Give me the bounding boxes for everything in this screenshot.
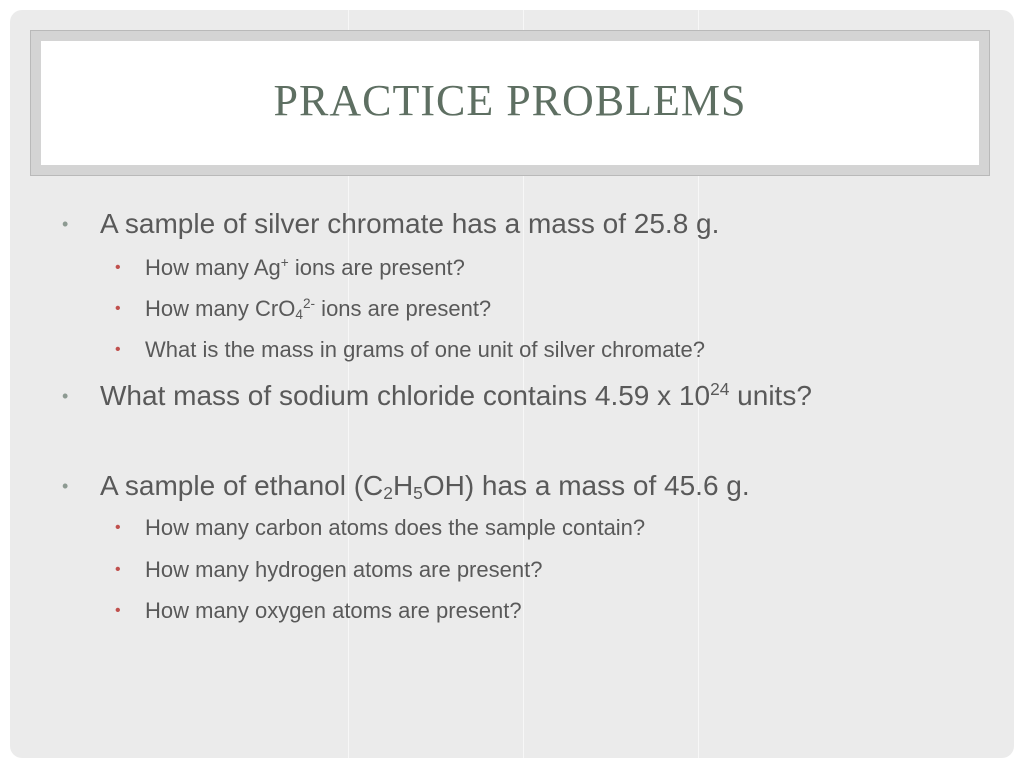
bullet-text: How many hydrogen atoms are present? [145,557,543,582]
bullet-text: units? [729,380,812,411]
sub-bullet-cro4-ions [145,294,965,324]
subscript: 4 [295,307,303,323]
bullet-text: ions are present? [315,296,492,321]
slide [10,10,1014,758]
bullet-text: How many CrO [145,296,296,321]
bullet-text: How many carbon atoms does the sample contain? [145,515,646,540]
bullet-text: A sample of silver chromate has a mass of 25.8 g. [100,208,720,239]
bullet-text: How many Ag [145,255,281,280]
bullet-list [10,10,1014,758]
superscript: 2- [302,295,316,311]
superscript: 24 [710,378,730,399]
bullet-sodium-chloride [100,376,960,416]
sub-bullet-carbon-atoms [145,513,965,543]
subscript: 2 [383,483,393,504]
sub-bullet-hydrogen-atoms [145,555,965,585]
sub-bullet-oxygen-atoms [145,596,965,626]
bullet-ethanol [100,466,960,506]
bullet-text: A sample of ethanol (C [100,470,384,501]
bullet-silver-chromate [100,204,960,244]
bullet-text: How many oxygen atoms are present? [145,598,522,623]
bullet-text: ions are present? [288,255,465,280]
bullet-text: OH) has a mass of 45.6 g. [422,470,750,501]
sub-bullet-mass-unit [145,335,965,365]
superscript: + [280,254,289,270]
sub-bullet-ag-ions [145,253,965,283]
slide-title: PRACTICE PROBLEMS [273,75,747,125]
bullet-text: What is the mass in grams of one unit of silver chromate? [145,337,706,362]
subscript: 5 [413,483,423,504]
bullet-text: What mass of sodium chloride contains 4.59 x 10 [100,380,711,411]
bullet-text: H [392,470,414,501]
